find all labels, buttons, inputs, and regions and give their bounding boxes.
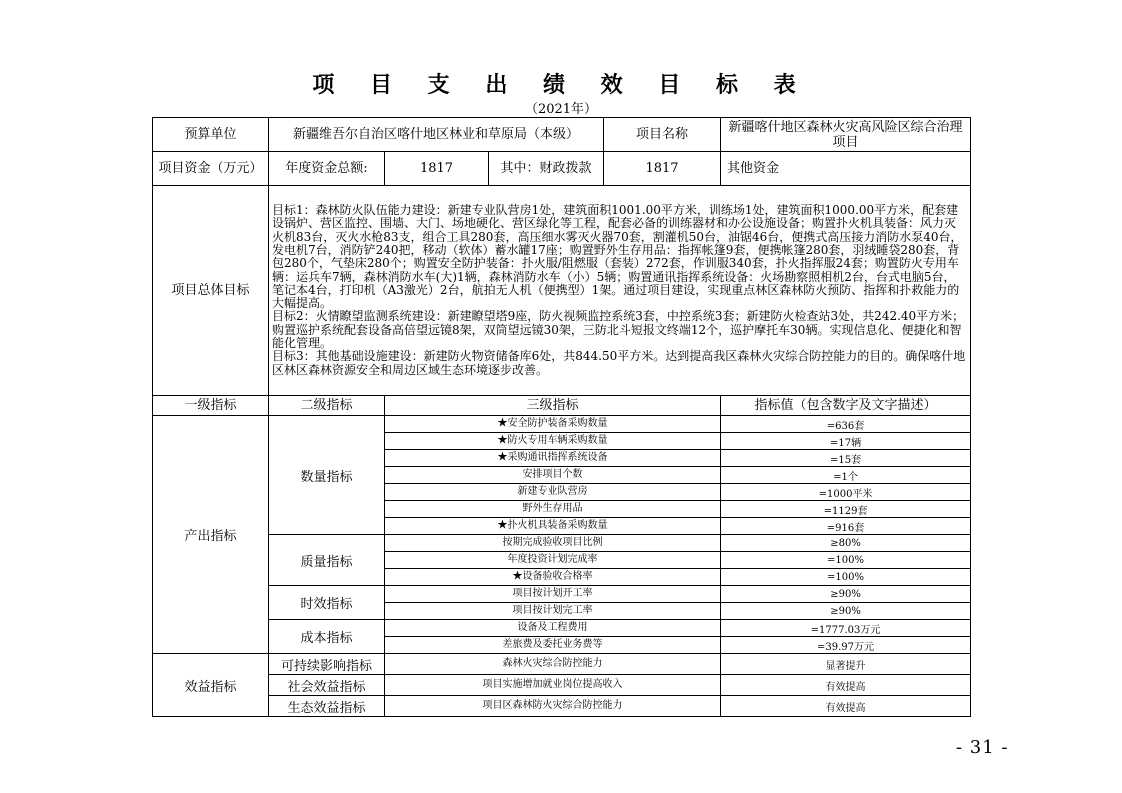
year-label: （2021年） xyxy=(524,102,598,117)
col-level3: 三级指标 xyxy=(385,396,721,416)
table-row: 项目按计划完工率 xyxy=(385,603,721,620)
table-row-value: =1777.03万元 xyxy=(721,620,971,637)
table-row: 年度投资计划完成率 xyxy=(385,552,721,569)
quality-indicator-label: 质量指标 xyxy=(269,535,385,586)
table-row-value: =15套 xyxy=(721,450,971,467)
table-row-value: =1个 xyxy=(721,467,971,484)
fiscal-value: 1817 xyxy=(604,152,721,186)
table-row-value: =100% xyxy=(721,569,971,586)
overall-goal-label: 项目总体目标 xyxy=(153,186,269,396)
table-row: 差旅费及委托业务费等 xyxy=(385,637,721,654)
page-number: - 31 - xyxy=(956,737,1009,758)
table-row-value: =1000平米 xyxy=(721,484,971,501)
quantity-indicator-label: 数量指标 xyxy=(269,416,385,535)
table-row-value: 有效提高 xyxy=(721,675,971,696)
table-row-value: 显著提升 xyxy=(721,654,971,675)
table-row: 项目区森林防火灾综合防控能力 xyxy=(385,696,721,717)
table-row: 野外生存用品 xyxy=(385,501,721,518)
table-row-value: =100% xyxy=(721,552,971,569)
table-row: 安排项目个数 xyxy=(385,467,721,484)
annual-total-value: 1817 xyxy=(385,152,489,186)
table-row: ★防火专用车辆采购数量 xyxy=(385,433,721,450)
social-benefit-label: 社会效益指标 xyxy=(269,675,385,696)
table-row: 新建专业队营房 xyxy=(385,484,721,501)
table-row-value: =17辆 xyxy=(721,433,971,450)
page-title: 项 目 支 出 绩 效 目 标 表 xyxy=(312,72,810,98)
table-row: 项目按计划开工率 xyxy=(385,586,721,603)
table-row: ★设备验收合格率 xyxy=(385,569,721,586)
annual-total-label: 年度资金总额: xyxy=(269,152,385,186)
benefit-indicator-label: 效益指标 xyxy=(153,654,269,717)
table-row: 按期完成验收项目比例 xyxy=(385,535,721,552)
overall-goal-text: 目标1：森林防火队伍能力建设：新建专业队营房1处，建筑面积1001.00平方米，训练场1处，建筑面积1000.00平方米，配套建设锅炉、营区监控、围墙、大门、场地硬化、营区绿化等工程，配套必备的训练器材和办公设施设备；购置扑火机具装备：风力灭火机83台，灭火水枪83支，组合工具280套，高压细水雾灭火器70套，割灌机50台，油锯46台，便携式高压接力消防水泵40台，发电机7台，消防铲240把，移动（软体）蓄水罐17座；购置野外生存用品：指挥帐篷9套，便携帐篷280套，羽绒睡袋280套，背包280个，气垫床280个；购置安全防护装备：扑火服/阻燃服（套装）272套，作训服340套，扑火指挥服24套；购置防火专用车辆：运兵车7辆，森林消防水车(大)1辆，森林消防水车（小）5辆；购置通讯指挥系统设备：火场勘察照相机2台，台式电脑5台，笔记本4台，打印机（A3激光）2台，航拍无人机（便携型）1架。通过项目建设，实现重点林区森林防火预防、指挥和扑救能力的大幅提高。 目标2：火情瞭望监测系统建设：新建瞭望塔9座，防火视频监控系统3套，中控系统3套；新建防火检查站3处，共242.40平方米；购置巡护系统配套设备高倍望远镜8架，双筒望远镜30架，三防北斗短报文终端12个，巡护摩托车30辆。实现信息化、便捷化和智能化管理。 目标3：其他基础设施建设：新建防火物资储备库6处，共844.50平方米。达到提高我区森林火灾综合防控能力的目的。确保喀什地区林区森林资源安全和周边区域生态环境逐步改善。 xyxy=(269,186,971,396)
table-row-value: =39.97万元 xyxy=(721,637,971,654)
budget-unit-label: 预算单位 xyxy=(153,118,269,152)
table-row-value: =916套 xyxy=(721,518,971,535)
table-row: ★安全防护装备采购数量 xyxy=(385,416,721,433)
table-row-value: ≥90% xyxy=(721,586,971,603)
table-row: 森林火灾综合防控能力 xyxy=(385,654,721,675)
table-row-value: 有效提高 xyxy=(721,696,971,717)
fiscal-label: 其中：财政拨款 xyxy=(489,152,604,186)
table-row: ★扑火机具装备采购数量 xyxy=(385,518,721,535)
sustainable-impact-label: 可持续影响指标 xyxy=(269,654,385,675)
funds-label: 项目资金（万元） xyxy=(153,152,269,186)
project-name-label: 项目名称 xyxy=(604,118,721,152)
col-level1: 一级指标 xyxy=(153,396,269,416)
ecological-benefit-label: 生态效益指标 xyxy=(269,696,385,717)
performance-target-table xyxy=(152,117,971,717)
table-row-value: ≥90% xyxy=(721,603,971,620)
timeliness-indicator-label: 时效指标 xyxy=(269,586,385,620)
table-row: 项目实施增加就业岗位提高收入 xyxy=(385,675,721,696)
table-row: ★采购通讯指挥系统设备 xyxy=(385,450,721,467)
col-level2: 二级指标 xyxy=(269,396,385,416)
table-row-value: =636套 xyxy=(721,416,971,433)
cost-indicator-label: 成本指标 xyxy=(269,620,385,654)
table-row: 设备及工程费用 xyxy=(385,620,721,637)
project-name-value: 新疆喀什地区森林火灾高风险区综合治理项目 xyxy=(721,118,971,152)
other-funds-label: 其他资金 xyxy=(721,152,971,186)
table-row-value: =1129套 xyxy=(721,501,971,518)
table-row-value: ≥80% xyxy=(721,535,971,552)
col-value: 指标值（包含数字及文字描述） xyxy=(721,396,971,416)
budget-unit-value: 新疆维吾尔自治区喀什地区林业和草原局（本级） xyxy=(269,118,604,152)
output-indicator-label: 产出指标 xyxy=(153,416,269,654)
